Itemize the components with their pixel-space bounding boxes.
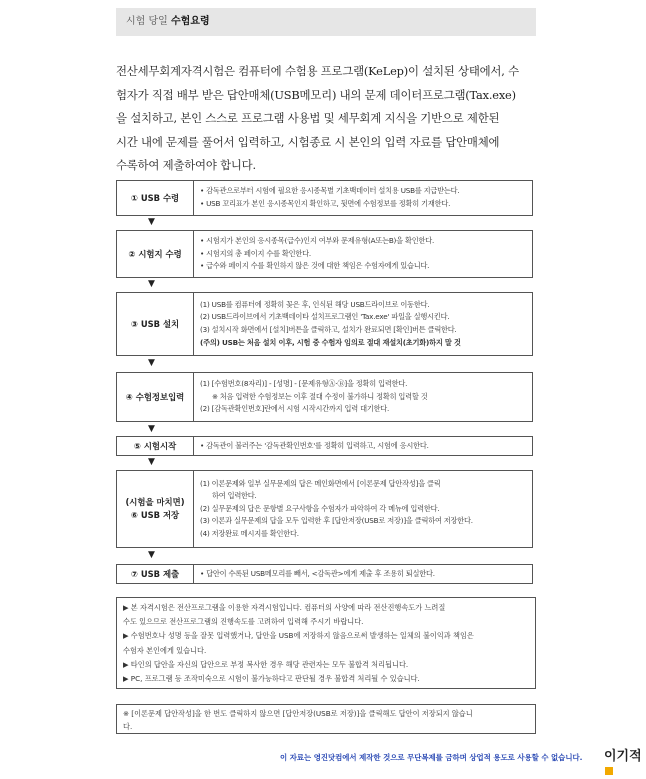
step-line: • 감독관이 불러주는 '감독관확인번호'를 정확히 입력하고, 시험에 응시한다. bbox=[200, 440, 429, 450]
step-paper-receive bbox=[116, 230, 533, 278]
step-line: • 감독관으로부터 시험에 필요한 응시종목별 기초백데이터 설치용 USB를 지급받는다. bbox=[200, 186, 460, 196]
down-arrow-icon: ▼ bbox=[148, 279, 155, 289]
step-body bbox=[194, 373, 532, 421]
header-prefix: 시험 당일 bbox=[126, 16, 168, 27]
step-line: (1) [수험번호(8자리)] - [성명] - [문제유형Ⓐ·Ⓑ]을 정확히 입력한다. bbox=[200, 379, 408, 389]
step-label: ④ 수험정보입력 bbox=[117, 373, 194, 421]
step-label: ⑦ USB 제출 bbox=[117, 565, 194, 583]
step-line: (1) 이론문제와 일부 실무문제의 답은 메인화면에서 [이론문제 답안작성]을 클릭 bbox=[200, 478, 441, 488]
step-label: ③ USB 설치 bbox=[117, 293, 194, 355]
note-line: ▶ 타인의 답안을 자신의 답안으로 부정 복사한 경우 해당 관련자는 모두 불합격 처리됩니다. bbox=[123, 659, 409, 669]
caution-notes bbox=[116, 597, 536, 689]
intro-line: 을 설치하고, 본인 스스로 프로그램 사용법 및 세무회계 지식을 기반으로 제한된 bbox=[116, 111, 500, 125]
step-line: • 답안이 수록된 USB메모리를 빼서, <감독관>에게 제출 후 조용히 퇴실한다. bbox=[200, 568, 435, 578]
answer-notice bbox=[116, 704, 536, 734]
down-arrow-icon: ▼ bbox=[148, 358, 155, 368]
step-label: ① USB 수령 bbox=[117, 181, 194, 215]
step-line: (1) USB를 컴퓨터에 정확히 꽂은 후, 인식된 해당 USB드라이브로 이동한다. bbox=[200, 299, 430, 309]
section-header bbox=[116, 8, 536, 36]
step-line: • 시험지가 본인의 응시종목(급수)인지 여부와 문제유형(A또는B)을 확인한다. bbox=[200, 236, 435, 246]
step-body bbox=[194, 231, 532, 277]
step-body bbox=[194, 565, 532, 583]
down-arrow-icon: ▼ bbox=[148, 217, 155, 227]
intro-line: 수록하여 제출하여야 합니다. bbox=[116, 158, 256, 172]
step-usb-receive bbox=[116, 180, 533, 216]
step-line: (2) [감독관확인번호]란에서 시험 시작시간까지 입력 대기한다. bbox=[200, 404, 390, 414]
step-label: ② 시험지 수령 bbox=[117, 231, 194, 277]
step-label: ⑤ 시험시작 bbox=[117, 437, 194, 455]
step-exam-start bbox=[116, 436, 533, 456]
note-line: ▶ 본 자격시험은 전산프로그램을 이용한 자격시험입니다. 컴퓨터의 사양에 따라 전산진행속도가 느려질 bbox=[123, 603, 446, 612]
note-line: 수험자 본인에게 있습니다. bbox=[123, 645, 207, 655]
down-arrow-icon: ▼ bbox=[148, 550, 155, 560]
note-line: ▶ 수험번호나 성명 등을 잘못 입력했거나, 답안을 USB에 저장하지 않음으로써 발생하는 일체의 불이익과 책임은 bbox=[123, 631, 474, 641]
step-body bbox=[194, 181, 532, 215]
step-body bbox=[194, 471, 532, 547]
step-line: (3) 설치시작 화면에서 [설치]버튼을 클릭하고, 설치가 완료되면 [확인]버튼 클릭한다. bbox=[200, 325, 457, 334]
copyright-footer: 이 자료는 영진닷컴에서 제작한 것으로 무단복제를 금하며 상업적 용도로 사용할 수 없습니다. bbox=[280, 753, 583, 762]
logo-text: 이기적 bbox=[604, 749, 642, 764]
step-line: 하여 입력한다. bbox=[212, 491, 257, 501]
note-line: ▶ PC, 프로그램 등 조작미숙으로 시험이 불가능하다고 판단될 경우 불합격 처리될 수 있습니다. bbox=[123, 674, 420, 684]
down-arrow-icon: ▼ bbox=[148, 457, 155, 467]
down-arrow-icon: ▼ bbox=[148, 424, 155, 434]
step-exam-info bbox=[116, 372, 533, 422]
notice-line: 다. bbox=[123, 721, 133, 731]
header-title: 수험요령 bbox=[171, 16, 210, 27]
step-line: • USB 꼬리표가 본인 응시종목인지 확인하고, 뒷면에 수험정보를 정확히 기재한다. bbox=[200, 199, 451, 208]
step-usb-submit bbox=[116, 564, 533, 584]
step-line: • 시험지의 총 페이지 수를 확인한다. bbox=[200, 248, 311, 258]
step-body bbox=[194, 437, 532, 455]
intro-line: 시간 내에 문제를 풀어서 입력하고, 시험종료 시 본인의 입력 자료를 답안매체에 bbox=[116, 134, 500, 149]
step-line: • 급수와 페이지 수를 확인하지 않은 것에 대한 책임은 수험자에게 있습니다. bbox=[200, 261, 430, 271]
step-usb-install bbox=[116, 292, 533, 356]
step-line: (2) USB드라이브에서 기초백데이타 설치프로그램인 'Tax.exe' 파일을 실행시킨다. bbox=[200, 312, 450, 322]
step-line: (3) 이론과 실무문제의 답을 모두 입력한 후 [답안저장(USB로 저장)]을 클릭하여 저장한다. bbox=[200, 516, 473, 526]
intro-line: 험자가 직접 배부 받은 답안매체(USB메모리) 내의 문제 데이터프로그램(Tax.exe) bbox=[116, 87, 516, 102]
step-usb-save bbox=[116, 470, 533, 548]
step-line: (주의) USB는 처음 설치 이후, 시험 중 수험자 임의로 절대 재설치(초기화)하지 말 것 bbox=[200, 337, 461, 347]
notice-line: ※ [이론문제 답안작성]을 한 번도 클릭하지 않으면 [답안저장(USB로 저장)]을 클릭해도 답안이 저장되지 않습니 bbox=[123, 709, 473, 718]
note-line: 수도 있으므로 전산프로그램의 진행속도를 고려하여 입력해 주시기 바랍니다. bbox=[123, 617, 364, 627]
publisher-logo bbox=[604, 745, 646, 779]
logo-mark-icon bbox=[605, 767, 613, 775]
step-line: ※ 처음 입력한 수험정보는 이후 절대 수정이 불가하니 정확히 입력할 것 bbox=[212, 391, 428, 401]
step-line: (4) 저장완료 메시지를 확인한다. bbox=[200, 528, 299, 538]
step-label: (시험을 마치면) ⑥ USB 저장 bbox=[117, 471, 194, 547]
step-line: (2) 실무문제의 답은 문항별 요구사항을 수험자가 파악하여 각 메뉴에 입력한다. bbox=[200, 503, 440, 513]
intro-paragraph bbox=[116, 60, 540, 178]
step-body bbox=[194, 293, 532, 355]
intro-line: 전산세무회계자격시험은 컴퓨터에 수험용 프로그램(KeLep)이 설치된 상태에서, 수 bbox=[116, 64, 519, 78]
